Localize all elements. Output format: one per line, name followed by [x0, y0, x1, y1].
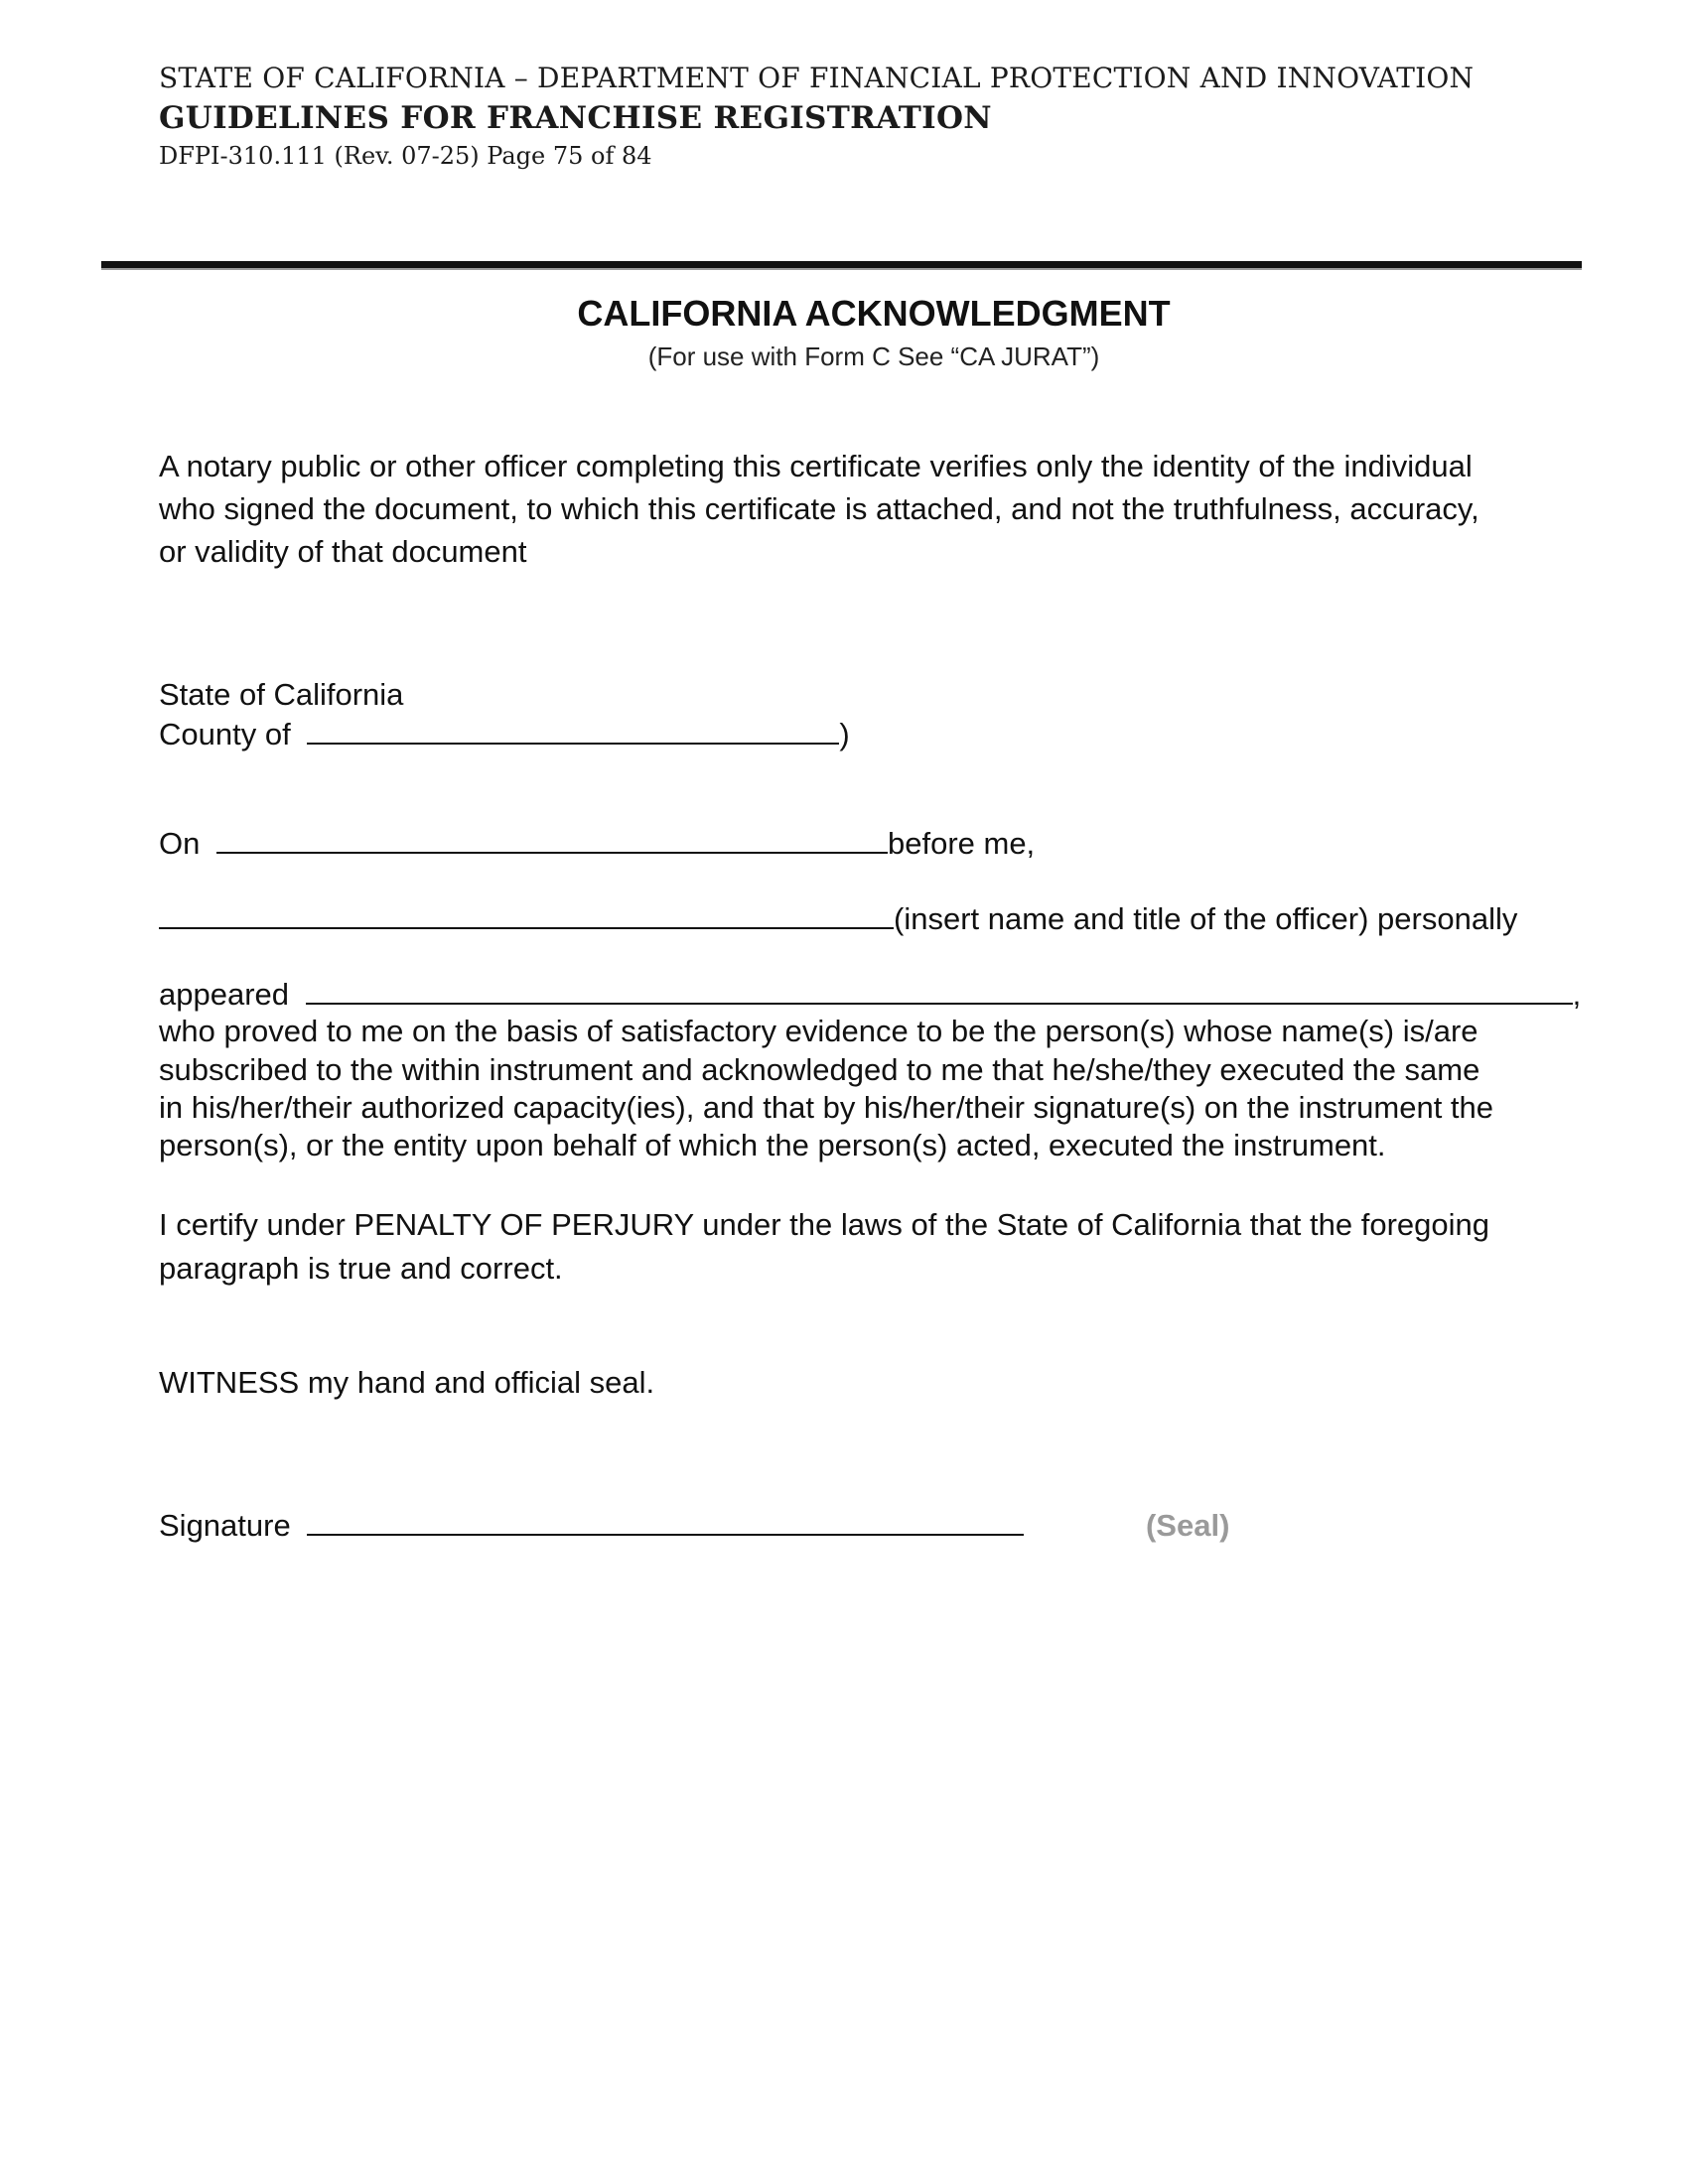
- appeared-blank[interactable]: [306, 975, 1573, 1005]
- officer-name-blank[interactable]: [159, 899, 894, 929]
- seal-placeholder: (Seal): [1145, 1508, 1230, 1543]
- date-suffix: before me,: [887, 826, 1036, 861]
- officer-suffix: (insert name and title of the officer) personally: [894, 901, 1518, 936]
- appeared-line-3: in his/her/their authorized capacity(ies), and that by his/her/their signature(s) on the instrument the: [159, 1090, 1494, 1125]
- intro-line-3: or validity of that document: [159, 534, 527, 569]
- date-label: On: [159, 826, 201, 861]
- witness-statement: WITNESS my hand and official seal.: [159, 1365, 655, 1400]
- appeared-comma: ,: [1572, 977, 1582, 1012]
- form-subtitle: (For use with Form C See “CA JURAT”): [647, 341, 1100, 371]
- date-row: [159, 824, 1035, 862]
- date-blank[interactable]: [216, 824, 888, 854]
- county-close-paren: ): [839, 717, 850, 751]
- form-reference: DFPI-310.111 (Rev. 07-25) Page 75 of 84: [159, 142, 652, 170]
- header-divider-shadow: [101, 268, 1582, 270]
- certify-line-1: I certify under PENALTY OF PERJURY under the laws of the State of California that the foregoing: [159, 1207, 1490, 1242]
- venue-state: State of California: [159, 677, 404, 712]
- header-divider: [101, 261, 1582, 268]
- signature-label: Signature: [159, 1508, 291, 1543]
- appeared-line-2: subscribed to the within instrument and acknowledged to me that he/she/they executed the same: [159, 1052, 1480, 1087]
- officer-row: [159, 899, 1517, 937]
- signature-blank[interactable]: [307, 1506, 1024, 1536]
- appeared-label: appeared: [159, 977, 290, 1012]
- signature-row: [159, 1506, 1229, 1544]
- appeared-row: [159, 975, 1581, 1013]
- agency-name: STATE OF CALIFORNIA – DEPARTMENT OF FINANCIAL PROTECTION AND INNOVATION: [159, 62, 1475, 94]
- appeared-line-4: person(s), or the entity upon behalf of which the person(s) acted, executed the instrument.: [159, 1128, 1386, 1162]
- certify-line-2: paragraph is true and correct.: [159, 1251, 563, 1286]
- county-label: County of: [159, 717, 291, 751]
- venue-county-row: [159, 715, 850, 752]
- appeared-line-1: who proved to me on the basis of satisfactory evidence to be the person(s) whose name(s) is/are: [159, 1014, 1478, 1048]
- page-header: [159, 60, 1474, 173]
- county-blank[interactable]: [307, 715, 839, 745]
- guidelines-title: GUIDELINES FOR FRANCHISE REGISTRATION: [159, 100, 992, 136]
- intro-line-1: A notary public or other officer completing this certificate verifies only the identity of the individual: [159, 449, 1473, 483]
- form-title: CALIFORNIA ACKNOWLEDGMENT: [577, 293, 1171, 334]
- intro-line-2: who signed the document, to which this certificate is attached, and not the truthfulness, accuracy,: [159, 491, 1479, 526]
